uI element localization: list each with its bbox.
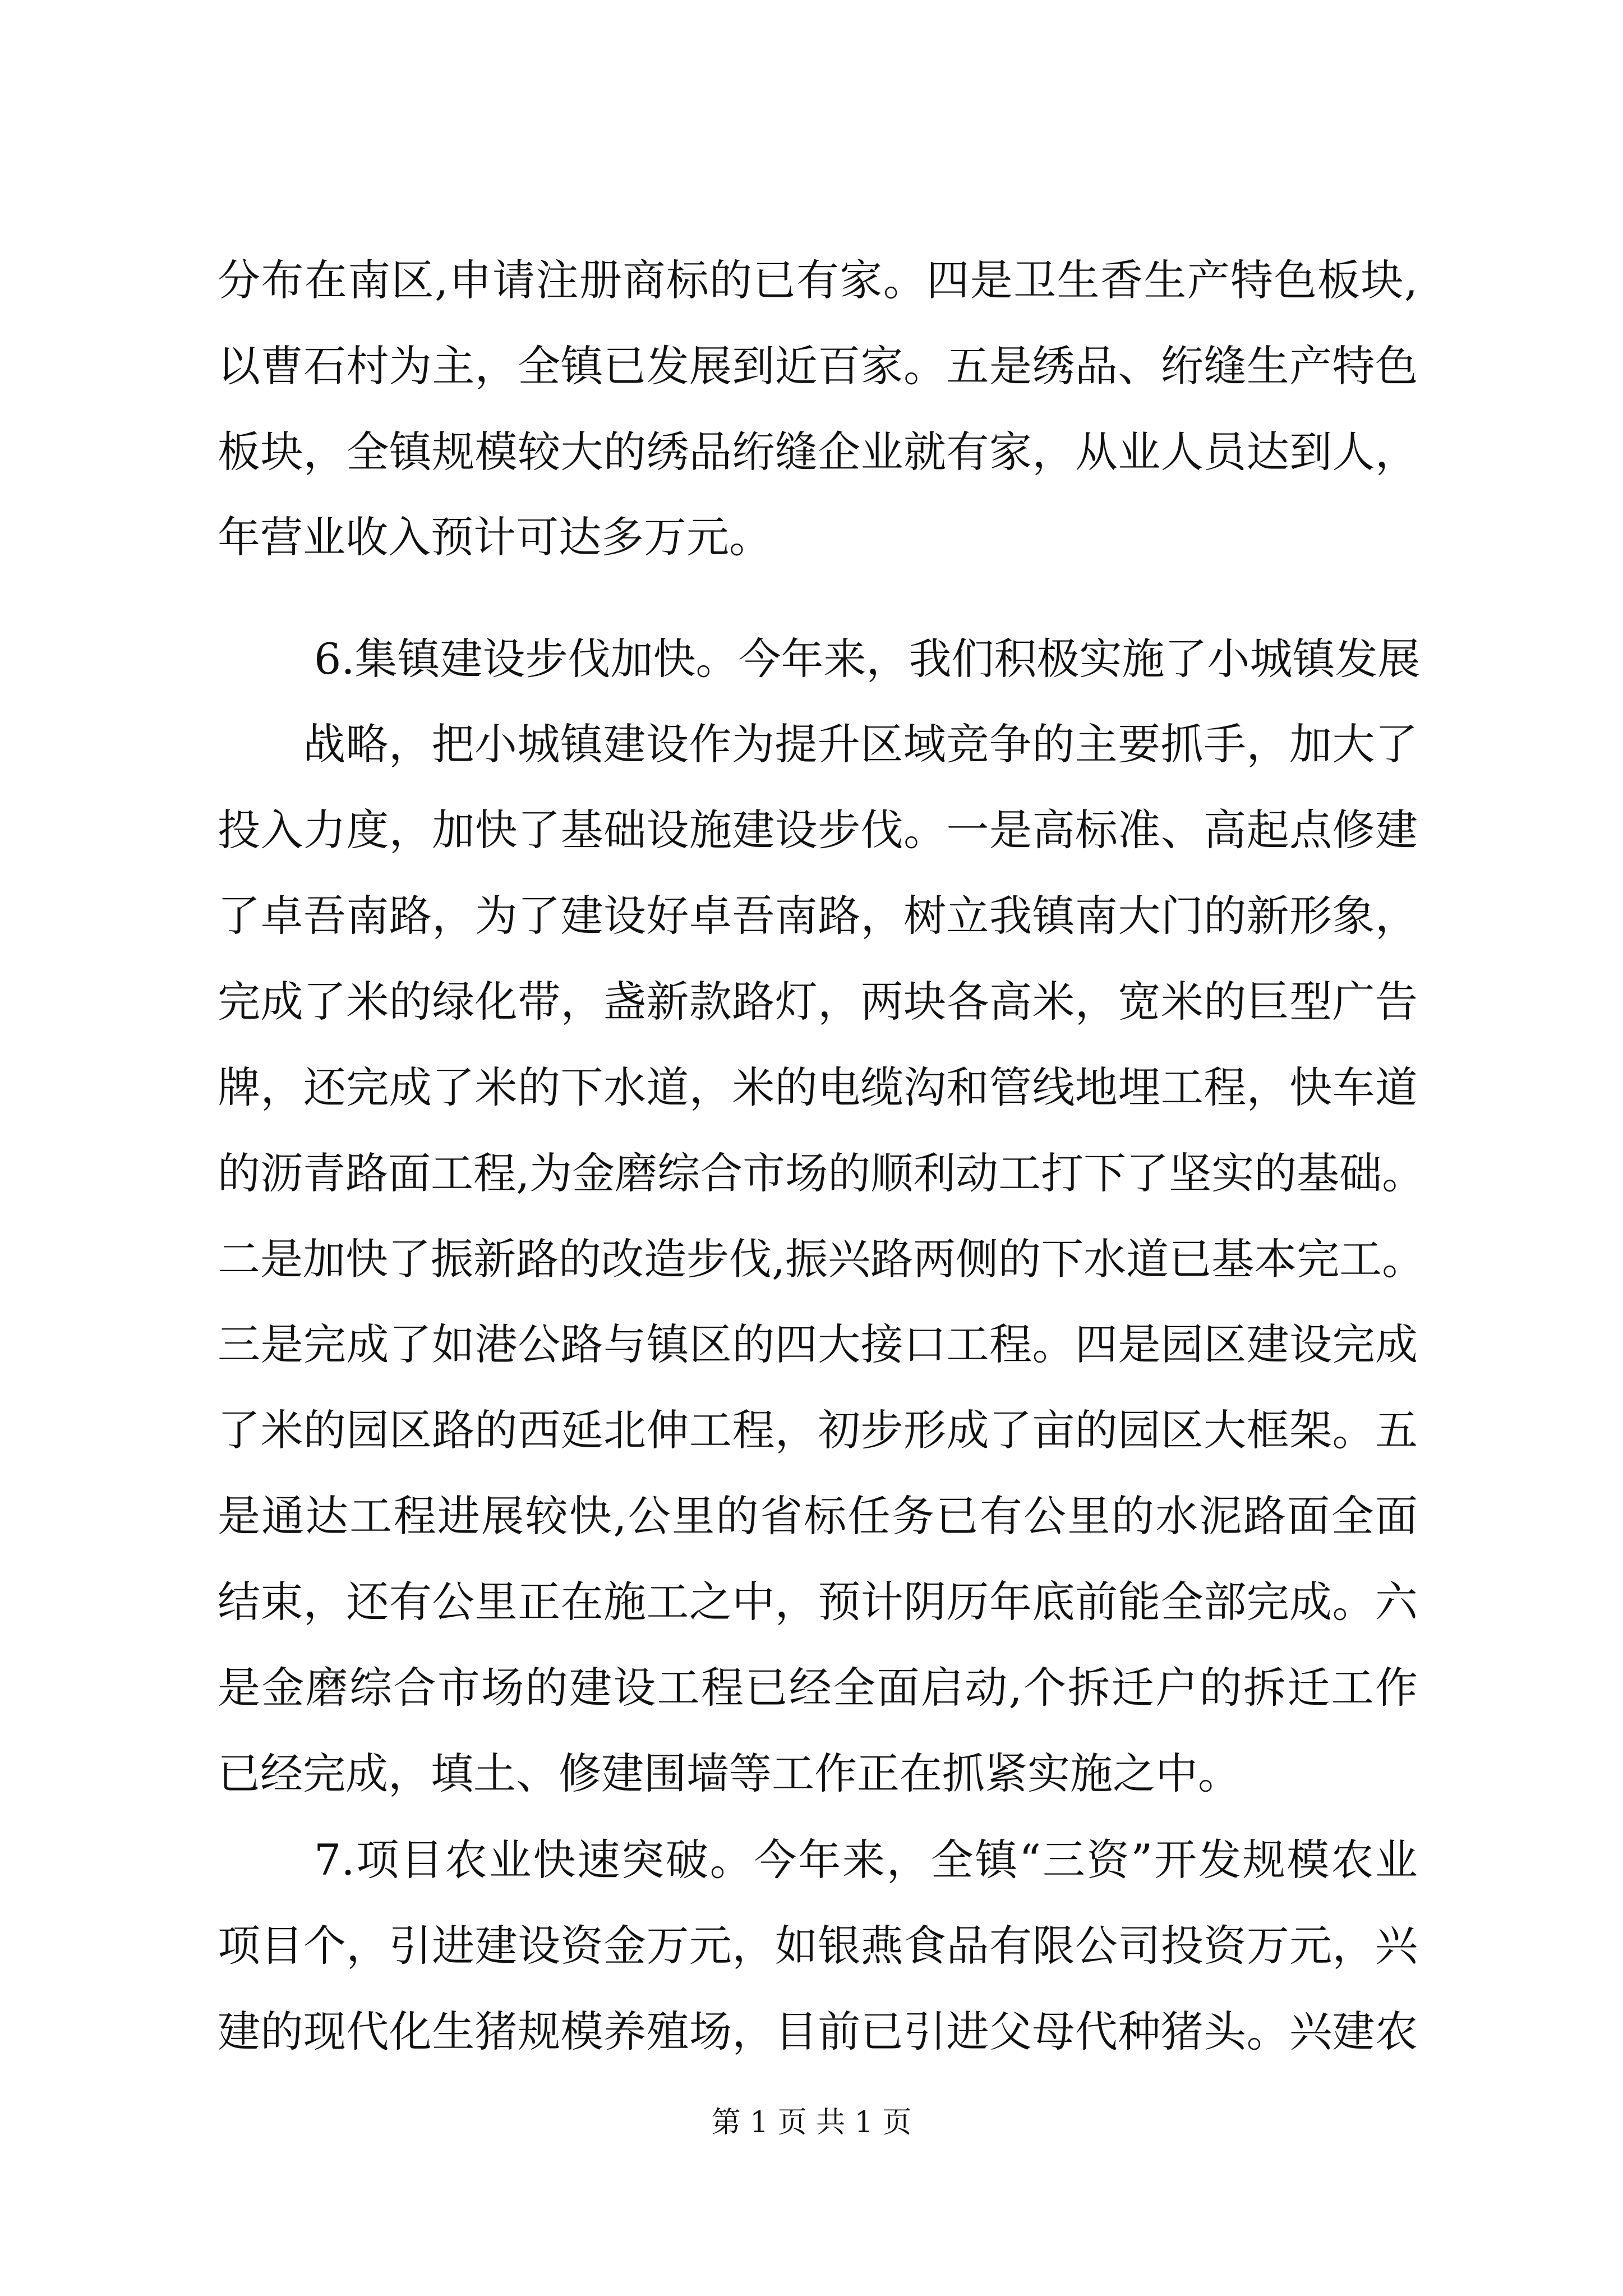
body-text-line: 建的现代化生猪规模养殖场，目前已引进父母代种猪头。兴建农 [218,2007,1418,2056]
body-text-line: 是通达工程进展较快,公里的省标任务已有公里的水泥路面全面 [218,1491,1418,1541]
body-text-line: 了米的园区路的西延北伸工程，初步形成了亩的园区大框架。五 [218,1405,1418,1455]
body-text-line: 已经完成，填土、修建围墙等工作正在抓紧实施之中。 [218,1749,1241,1798]
body-text-line: 三是完成了如港公路与镇区的四大接口工程。四是园区建设完成 [218,1319,1418,1369]
body-text-line: 以曹石村为主，全镇已发展到近百家。五是绣品、绗缝生产特色 [218,341,1418,391]
page-number-footer: 第 1 页 共 1 页 [711,2106,912,2139]
body-text-line: 项目个，引进建设资金万元，如银燕食品有限公司投资万元，兴 [218,1921,1418,1971]
body-text-line: 战略，把小城镇建设作为提升区域竞争的主要抓手，加大了 [303,719,1418,769]
body-text-line: 投入力度，加快了基础设施建设步伐。一是高标准、高起点修建 [218,805,1418,855]
body-text-line: 完成了米的绿化带，盏新款路灯，两块各高米，宽米的巨型广告 [218,977,1418,1027]
body-text-line: 二是加快了振新路的改造步伐,振兴路两侧的下水道已基本完工。 [218,1234,1425,1284]
body-text-line: 了卓吾南路，为了建设好卓吾南路，树立我镇南大门的新形象， [218,891,1418,941]
section-heading-line: 6.集镇建设步伐加快。今年来，我们积极实施了小城镇发展 [314,634,1421,684]
body-text-line: 结束，还有公里正在施工之中，预计阴历年底前能全部完成。六 [218,1577,1418,1627]
section-heading-line: 7.项目农业快速突破。今年来，全镇“三资”开发规模农业 [314,1835,1418,1885]
body-text-line: 年营业收入预计可达多万元。 [218,512,772,562]
body-text-line: 是金磨综合市场的建设工程已经全面启动,个拆迁户的拆迁工作 [218,1663,1418,1713]
body-text-line: 牌，还完成了米的下水道，米的电缆沟和管线地埋工程，快车道 [218,1062,1418,1112]
body-text-line: 板块，全镇规模较大的绣品绗缝企业就有家，从业人员达到人， [218,427,1418,477]
body-text-line: 的沥青路面工程,为金磨综合市场的顺利动工打下了坚实的基础。 [218,1148,1425,1198]
body-text-line: 分布在南区,申请注册商标的已有家。四是卫生香生产特色板块, [218,255,1418,305]
